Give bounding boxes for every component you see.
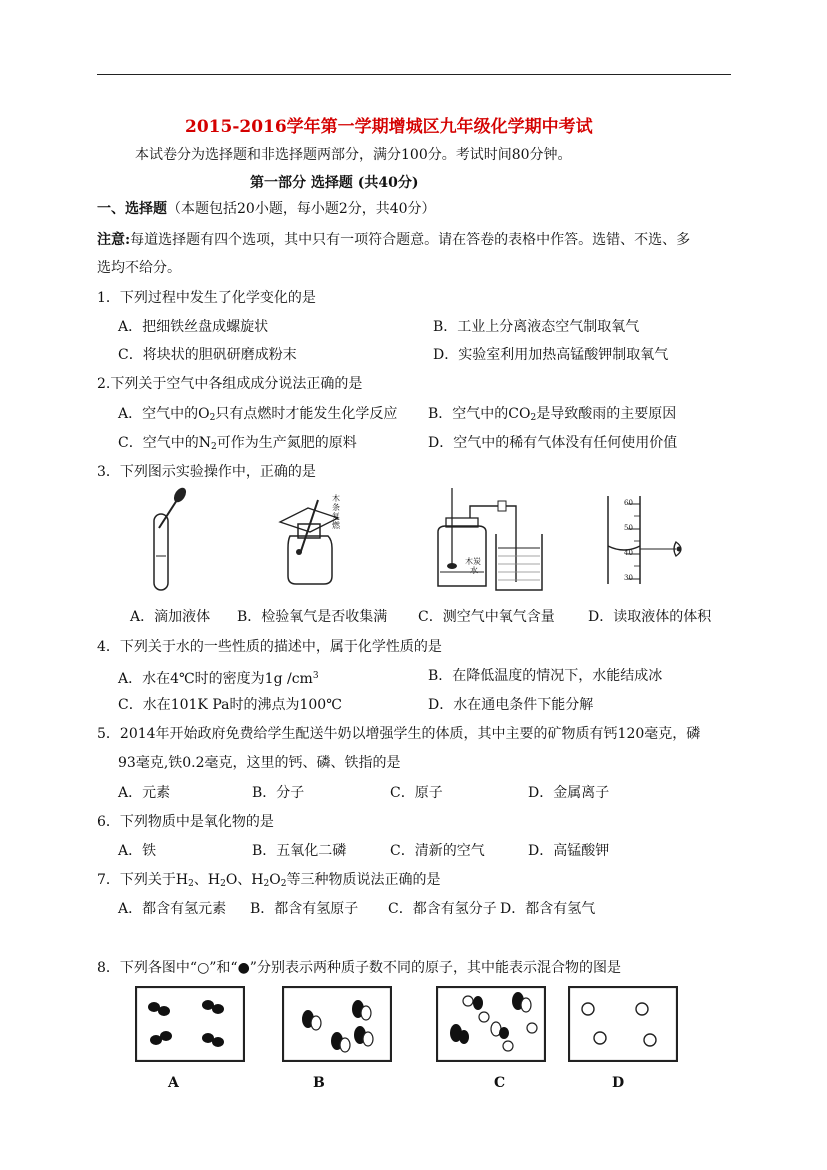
q8-label-d: D [612, 1075, 625, 1091]
q2-option-a: A．空气中的$O_2$只有点燃时才能发生化学反应 [118, 406, 398, 423]
q4-option-b: B．在降低温度的情况下，水能结成冰 [428, 668, 663, 684]
q7-option-d: D．都含有氢气 [500, 901, 596, 917]
q5-option-a: A．元素 [118, 785, 171, 801]
q3-option-b: B．检验氧气是否收集满 [237, 609, 388, 625]
q1-stem: 1．下列过程中发生了化学变化的是 [97, 290, 316, 306]
tick-30: 30 [624, 574, 633, 582]
q1-option-c: C．将块状的胆矾研磨成粉末 [118, 347, 297, 363]
q8-stem: 8．下列各图中“○”和“●”分别表示两种质子数不同的原子，其中能表示混合物的图是 [97, 960, 621, 976]
q1-option-a: A．把细铁丝盘成螺旋状 [118, 319, 269, 335]
q5-stem-line-1: 5．2014年开始政府免费给学生配送牛奶以增强学生的体质，其中主要的矿物质有钙120毫克，磷 [97, 726, 701, 742]
q4-option-d: D．水在通电条件下能分解 [428, 697, 594, 713]
part1-heading: 第一部分 选择题 (共40分) [250, 175, 419, 191]
q5-option-b: B．分子 [252, 785, 305, 801]
q4-stem: 4．下列关于水的一些性质的描述中，属于化学性质的是 [97, 639, 442, 655]
oxygen-measurement-figure [430, 486, 550, 594]
note-text-1: 每道选择题有四个选项，其中只有一项符合题意。请在答卷的表格中作答。选错、不选、多 [130, 232, 691, 248]
tick-40: 40 [624, 549, 633, 557]
particle-box-c [436, 986, 546, 1062]
section1-heading [97, 200, 436, 218]
page-title: 2015-2016学年第一学期增城区九年级化学期中考试 [185, 117, 593, 137]
q6-option-a: A．铁 [118, 843, 157, 859]
q8-label-c: C [494, 1075, 506, 1091]
q5-option-c: C．原子 [390, 785, 443, 801]
tick-50: 50 [624, 524, 633, 532]
water-label: 水 [470, 566, 478, 575]
q3-option-c: C．测空气中氧气含量 [418, 609, 555, 625]
q4-option-a: A．水在4℃时的密度为1g $/cm^3$ [118, 671, 319, 687]
section1-label: 一、选择题 [97, 201, 167, 217]
note-label: 注意: [97, 232, 131, 248]
q3-option-d: D．读取液体的体积 [588, 609, 712, 625]
particle-box-b [282, 986, 392, 1062]
q7-option-a: A．都含有氢元素 [118, 901, 227, 917]
q3-stem: 3．下列图示实验操作中，正确的是 [97, 464, 316, 480]
q1-option-d: D．实验室利用加热高锰酸钾制取氧气 [433, 347, 669, 363]
note-line-1 [97, 231, 690, 249]
dropper-test-tube-figure [145, 486, 195, 594]
q4-option-c: C．水在101K Pa时的沸点为100℃ [118, 697, 342, 713]
q5-option-d: D．金属离子 [528, 785, 610, 801]
splint-label: 木条复燃 [332, 494, 340, 530]
q6-option-c: C．清新的空气 [390, 843, 485, 859]
q2-stem: 2.下列关于空气中各组成成分说法正确的是 [97, 376, 363, 392]
q6-stem: 6．下列物质中是氧化物的是 [97, 814, 274, 830]
particle-box-a [135, 986, 245, 1062]
q7-option-c: C．都含有氢分子 [388, 901, 497, 917]
q5-stem-line-2: 93毫克,铁0.2毫克，这里的钙、磷、铁指的是 [118, 755, 401, 771]
q7-option-b: B．都含有氢原子 [250, 901, 359, 917]
particle-box-d [568, 986, 678, 1062]
q2-option-c: C．空气中的$N_2$可作为生产氮肥的原料 [118, 435, 357, 452]
header-rule [97, 74, 731, 75]
q3-option-a: A．滴加液体 [130, 609, 211, 625]
graduated-cylinder-figure [600, 492, 700, 588]
q8-label-a: A [168, 1075, 179, 1091]
charcoal-label: 木炭 [465, 557, 481, 566]
intro-text: 本试卷分为选择题和非选择题两部分，满分100分。考试时间80分钟。 [135, 147, 572, 163]
q2-option-d: D．空气中的稀有气体没有任何使用价值 [428, 435, 678, 451]
section1-desc: （本题包括20小题，每小题2分，共40分） [167, 201, 436, 217]
q6-option-d: D．高锰酸钾 [528, 843, 610, 859]
q6-option-b: B．五氧化二磷 [252, 843, 347, 859]
q7-stem: 7．下列关于$H_2$、$H_2O$、$H_2O_2$等三种物质说法正确的是 [97, 872, 441, 889]
q2-option-b: B．空气中的$CO_2$是导致酸雨的主要原因 [428, 406, 677, 423]
note-line-2: 选均不给分。 [97, 260, 181, 276]
q8-label-b: B [313, 1075, 325, 1091]
q1-option-b: B．工业上分离液态空气制取氧气 [433, 319, 640, 335]
tick-60: 60 [624, 499, 633, 507]
